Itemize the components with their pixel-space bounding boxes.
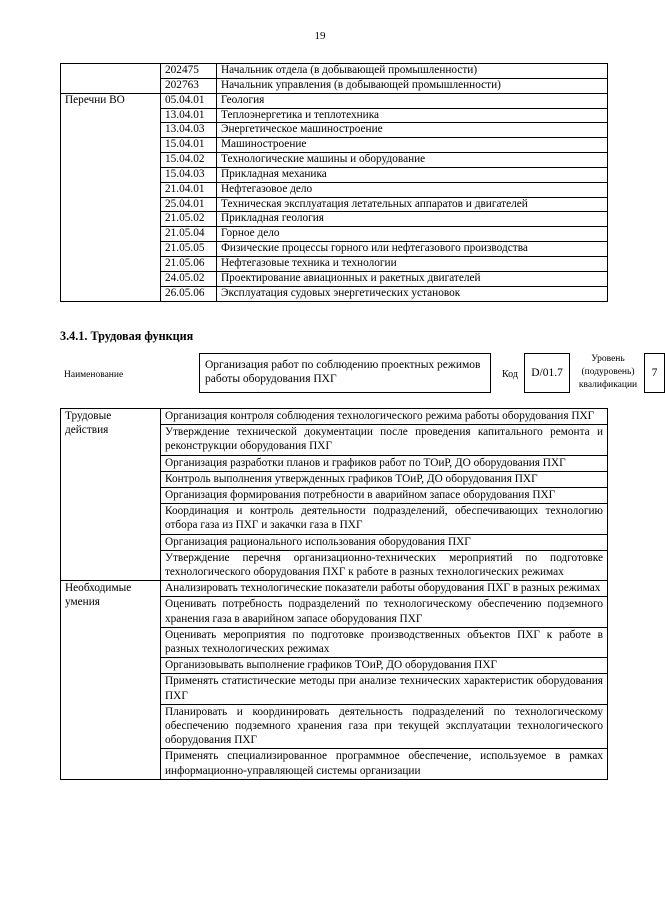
title-cell: Нефтегазовые техника и технологии <box>217 256 608 271</box>
section-title: 3.4.1. Трудовая функция <box>60 329 194 343</box>
group-cell: Перечни ВО <box>61 93 161 301</box>
code-cell: 21.05.06 <box>161 256 217 271</box>
labor-action-item: Утверждение технической документации после проведения капитального ремонта и реконструкции оборудования ПХГ <box>161 425 608 455</box>
name-label: Наименование <box>64 370 124 380</box>
required-skill-item: Планировать и координировать деятельность подразделений по технологическому обеспечению подземного хранения газа при текущей эксплуатации технологического оборудования ПХГ <box>161 704 608 749</box>
required-skill-item: Применять специализированное программное обеспечение, используемое в рамках информационно-управляющей системы организации <box>161 749 608 779</box>
group-cell <box>61 64 161 94</box>
title-cell: Начальник управления (в добывающей промышленности) <box>217 78 608 93</box>
code-cell: 21.04.01 <box>161 182 217 197</box>
code-cell: 15.04.01 <box>161 138 217 153</box>
function-code: D/01.7 <box>524 353 570 393</box>
level-label: Уровень (подуровень) квалификации <box>578 354 638 390</box>
code-cell: 21.05.04 <box>161 227 217 242</box>
title-cell: Эксплуатация судовых энергетических установок <box>217 286 608 301</box>
code-cell: 24.05.02 <box>161 271 217 286</box>
title-cell: Теплоэнергетика и теплотехника <box>217 108 608 123</box>
title-cell: Энергетическое машиностроение <box>217 123 608 138</box>
title-cell: Прикладная геология <box>217 212 608 227</box>
labor-action-item: Организация рационального использования оборудования ПХГ <box>161 534 608 550</box>
table-row <box>61 409 608 425</box>
labor-action-item: Организация контроля соблюдения технологического режима работы оборудования ПХГ <box>161 409 608 425</box>
table-row <box>61 64 608 79</box>
labor-action-item: Координация и контроль деятельности подразделений, обеспечивающих технологию отбора газа из ПХГ и закачки газа в ПХГ <box>161 504 608 534</box>
codes-table <box>60 63 608 302</box>
title-cell: Техническая эксплуатация летательных аппаратов и двигателей <box>217 197 608 212</box>
code-cell: 202763 <box>161 78 217 93</box>
labor-action-item: Организация формирования потребности в аварийном запасе оборудования ПХГ <box>161 488 608 504</box>
code-cell: 13.04.01 <box>161 108 217 123</box>
required-skill-item: Организовывать выполнение графиков ТОиР, ДО оборудования ПХГ <box>161 658 608 674</box>
labor-action-item: Утверждение перечня организационно-технических мероприятий по подготовке технологического оборудования ПХГ к работе в разных технологических режимах <box>161 550 608 580</box>
required-skill-label: Необходимые умения <box>61 581 161 780</box>
required-skill-item: Оценивать потребность подразделений по технологическому обеспечению подземного хранения газа в аварийном запасе оборудования ПХГ <box>161 597 608 627</box>
required-skill-item: Оценивать мероприятия по подготовке производственных объектов ПХГ к работе в разных технологических режимах <box>161 627 608 657</box>
table-row <box>61 581 608 597</box>
code-cell: 13.04.03 <box>161 123 217 138</box>
code-cell: 05.04.01 <box>161 93 217 108</box>
title-cell: Технологические машины и оборудование <box>217 153 608 168</box>
title-cell: Горное дело <box>217 227 608 242</box>
title-cell: Проектирование авиационных и ракетных двигателей <box>217 271 608 286</box>
labor-action-label: Трудовые действия <box>61 409 161 581</box>
title-cell: Прикладная механика <box>217 167 608 182</box>
code-cell: 202475 <box>161 64 217 79</box>
labor-action-item: Организация разработки планов и графиков работ по ТОиР, ДО оборудования ПХГ <box>161 455 608 471</box>
qualification-level: 7 <box>644 353 665 393</box>
title-cell: Нефтегазовое дело <box>217 182 608 197</box>
title-cell: Машиностроение <box>217 138 608 153</box>
page-number: 19 <box>314 30 326 42</box>
function-name: Организация работ по соблюдению проектных режимов работы оборудования ПХГ <box>199 353 491 393</box>
code-cell: 21.05.05 <box>161 242 217 257</box>
labor-function-table <box>60 408 608 780</box>
function-header <box>60 353 658 397</box>
labor-action-item: Контроль выполнения утвержденных графиков ТОиР, ДО оборудования ПХГ <box>161 471 608 487</box>
code-cell: 21.05.02 <box>161 212 217 227</box>
title-cell: Начальник отдела (в добывающей промышленности) <box>217 64 608 79</box>
required-skill-item: Анализировать технологические показатели работы оборудования ПХГ в разных режимах <box>161 581 608 597</box>
code-cell: 15.04.02 <box>161 153 217 168</box>
code-cell: 25.04.01 <box>161 197 217 212</box>
title-cell: Физические процессы горного или нефтегазового производства <box>217 242 608 257</box>
code-label: Код <box>502 369 518 380</box>
code-cell: 15.04.03 <box>161 167 217 182</box>
code-cell: 26.05.06 <box>161 286 217 301</box>
title-cell: Геология <box>217 93 608 108</box>
required-skill-item: Применять статистические методы при анализе технических характеристик оборудования ПХГ <box>161 674 608 704</box>
table-row <box>61 93 608 108</box>
